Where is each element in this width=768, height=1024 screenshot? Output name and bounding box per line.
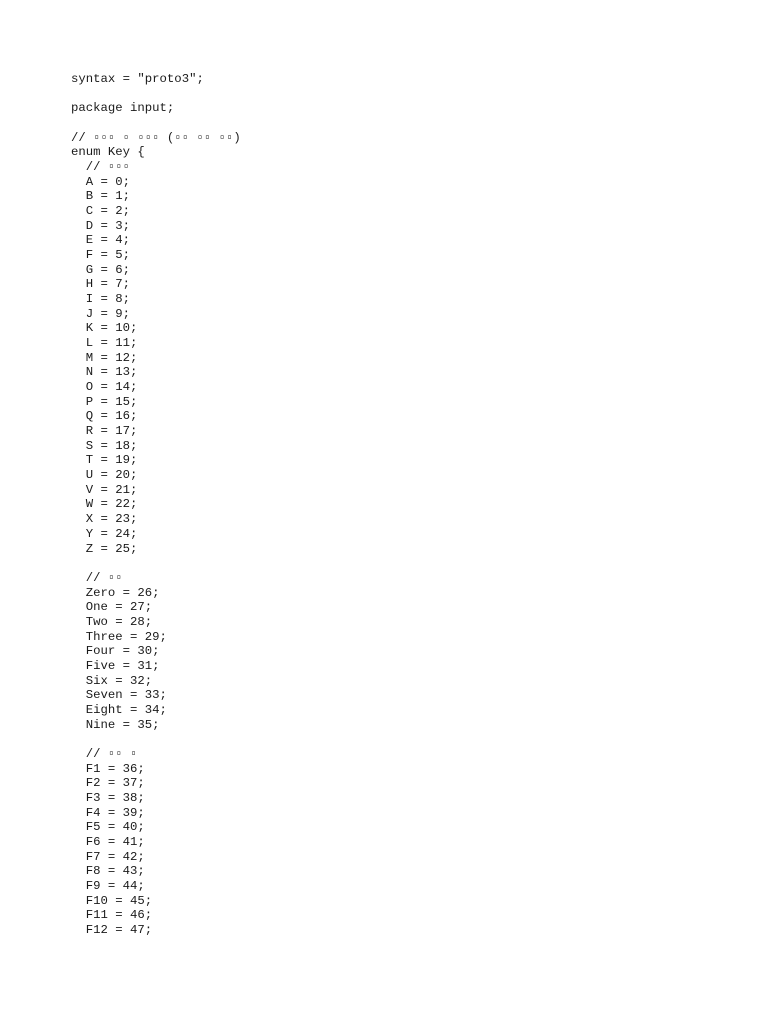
code-line: T = 19;: [71, 453, 138, 468]
code-line: J = 9;: [71, 306, 131, 321]
code-line: F5 = 40;: [71, 820, 145, 835]
code-block: [71, 72, 241, 938]
code-line: W = 22;: [71, 497, 138, 512]
code-line: E = 4;: [71, 233, 131, 248]
code-line: F2 = 37;: [71, 776, 145, 791]
code-line: Q = 16;: [71, 409, 138, 424]
code-line: // ▫▫: [71, 570, 123, 585]
code-line: A = 0;: [71, 174, 131, 189]
code-line: N = 13;: [71, 365, 138, 380]
code-line: Nine = 35;: [71, 717, 160, 732]
code-line: F11 = 46;: [71, 908, 153, 923]
code-line: Four = 30;: [71, 644, 160, 659]
code-line: // ▫▫▫ ▫ ▫▫▫ (▫▫ ▫▫ ▫▫): [71, 130, 241, 145]
code-line: F8 = 43;: [71, 864, 145, 879]
code-line: C = 2;: [71, 204, 131, 219]
code-line: package input;: [71, 101, 175, 116]
code-line: [71, 87, 241, 102]
code-line: Three = 29;: [71, 629, 167, 644]
code-line: F = 5;: [71, 248, 131, 263]
code-line: F7 = 42;: [71, 849, 145, 864]
code-line: P = 15;: [71, 394, 138, 409]
code-line: F9 = 44;: [71, 878, 145, 893]
code-line: F1 = 36;: [71, 761, 145, 776]
code-line: M = 12;: [71, 350, 138, 365]
code-line: // ▫▫ ▫: [71, 746, 138, 761]
code-line: Two = 28;: [71, 614, 153, 629]
code-line: syntax = "proto3";: [71, 72, 204, 86]
code-line: [71, 116, 241, 131]
code-line: R = 17;: [71, 424, 138, 439]
code-line: I = 8;: [71, 292, 131, 307]
code-line: U = 20;: [71, 468, 138, 483]
code-line: D = 3;: [71, 218, 131, 233]
code-line: G = 6;: [71, 262, 131, 277]
code-line: Zero = 26;: [71, 585, 160, 600]
code-line: S = 18;: [71, 438, 138, 453]
code-line: V = 21;: [71, 482, 138, 497]
code-line: L = 11;: [71, 336, 138, 351]
code-line: Five = 31;: [71, 658, 160, 673]
code-line: One = 27;: [71, 600, 153, 615]
code-line: Y = 24;: [71, 526, 138, 541]
code-line: F10 = 45;: [71, 893, 153, 908]
code-line: [71, 556, 241, 571]
code-line: H = 7;: [71, 277, 131, 292]
code-line: Eight = 34;: [71, 702, 167, 717]
code-line: X = 23;: [71, 512, 138, 527]
code-line: Z = 25;: [71, 541, 138, 556]
code-line: O = 14;: [71, 380, 138, 395]
code-line: // ▫▫▫: [71, 160, 131, 175]
code-line: F6 = 41;: [71, 834, 145, 849]
code-line: Seven = 33;: [71, 688, 167, 703]
code-line: F12 = 47;: [71, 922, 153, 937]
code-line: F3 = 38;: [71, 790, 145, 805]
code-line: B = 1;: [71, 189, 131, 204]
code-line: K = 10;: [71, 321, 138, 336]
code-line: Six = 32;: [71, 673, 153, 688]
code-line: [71, 732, 241, 747]
code-line: F4 = 39;: [71, 805, 145, 820]
code-line: enum Key {: [71, 145, 145, 160]
